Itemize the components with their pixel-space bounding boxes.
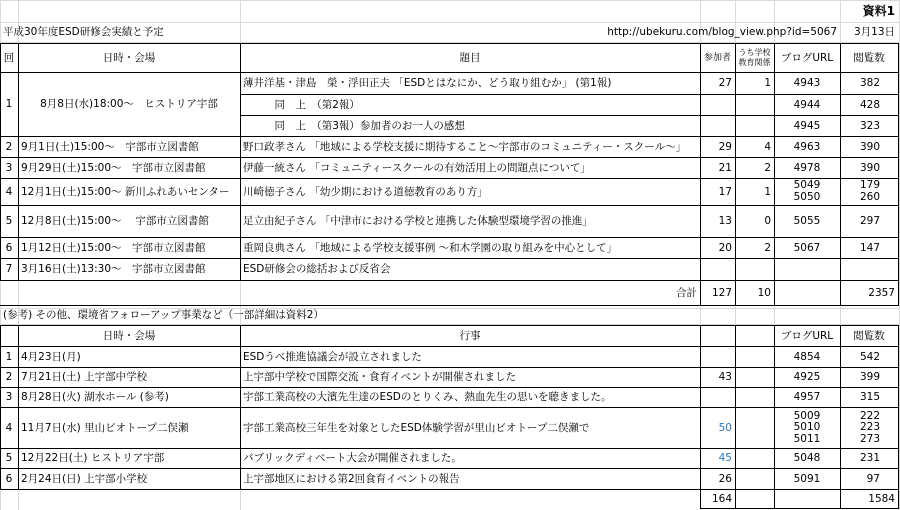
row4-date: 12月1日(土)15:00～ 新川ふれあいセンター xyxy=(21,185,230,198)
row2-date: 9月1日(土)15:00～ 宇部市立図書館 xyxy=(21,140,199,153)
row3-blog: 4978 xyxy=(793,161,821,174)
row6-date: 1月12日(土)15:00～ 宇部市立図書館 xyxy=(21,241,206,254)
row6-subject: 重岡良典さん 「地域による学校支援事例 ～和木学園の取り組みを中心として」 xyxy=(243,241,618,254)
row4-subject: 川崎徳子さん 「幼少期における道徳教育のあり方」 xyxy=(243,185,488,198)
header-no: 回 xyxy=(3,51,15,64)
total-label: 合計 xyxy=(676,286,697,299)
t2-row4-views-3: 273 xyxy=(859,432,880,445)
t2-row6-views: 97 xyxy=(866,472,880,485)
t2-row1-views: 542 xyxy=(859,350,880,363)
row2-views: 390 xyxy=(859,140,880,153)
t2-row3-no: 3 xyxy=(5,391,13,404)
row4-participants: 17 xyxy=(718,185,732,198)
t2-row2-blog: 4925 xyxy=(793,371,821,384)
row3-participants: 21 xyxy=(718,161,732,174)
t2-row2-views: 399 xyxy=(859,371,880,384)
row2-blog: 4963 xyxy=(793,140,821,153)
row4-no: 4 xyxy=(5,185,13,198)
row5-edu: 0 xyxy=(764,215,771,228)
row4-views xyxy=(840,179,898,205)
row1c-views: 323 xyxy=(859,119,880,132)
row1c-subject: 同 上 （第3報）参加者のお一人の感想 xyxy=(243,119,465,132)
t2-row1-blog: 4854 xyxy=(793,350,821,363)
row4-views-1: 179 xyxy=(859,179,880,192)
row7-subject: ESD研修会の総括および反省会 xyxy=(243,263,391,276)
row1-views: 382 xyxy=(859,77,880,90)
row7-date: 3月16日(土)13:30～ 宇部市立図書館 xyxy=(21,263,206,276)
t2-row4-blog xyxy=(774,408,840,448)
row2-no: 2 xyxy=(5,140,13,153)
header-date: 日時・会場 xyxy=(102,51,156,64)
header-edu-line2: 教育関係 xyxy=(738,58,771,67)
t2-row4-event: 宇部工業高校三年生を対象としたESD体験学習が里山ビオトープ二俣瀬で xyxy=(243,421,590,434)
t2-row4-views xyxy=(840,408,898,448)
total-edu: 10 xyxy=(757,286,771,299)
row1-no: 1 xyxy=(5,98,13,111)
total-views: 2357 xyxy=(868,286,895,299)
row1b-blog: 4944 xyxy=(793,98,821,111)
t2-row2-date: 7月21日(土) 上宇部中学校 xyxy=(21,371,148,384)
row3-views: 390 xyxy=(859,161,880,174)
row4-views-2: 260 xyxy=(859,191,880,203)
t2-row6-event: 上宇部地区における第2回食育イベントの報告 xyxy=(243,472,460,485)
t2-row4-blog-2: 5010 xyxy=(793,421,821,434)
row4-edu: 1 xyxy=(764,185,771,198)
t2-total-views: 1584 xyxy=(868,492,895,505)
row5-views: 297 xyxy=(859,215,880,228)
reference-title: (参考) その他、環境省フォローアップ事業など（一部詳細は資料2） xyxy=(3,308,324,321)
row2-participants: 29 xyxy=(718,140,732,153)
row3-subject: 伊藤一統さん 「コミュニティースクールの有効活用上の問題点について」 xyxy=(243,161,591,174)
t2-row1-event: ESDうべ推進協議会が設立されました xyxy=(243,350,422,363)
t2-header-event: 行事 xyxy=(459,329,481,342)
t2-row6-blog: 5091 xyxy=(793,472,821,485)
t2-row5-no: 5 xyxy=(5,452,13,465)
t2-row4-no: 4 xyxy=(5,421,13,434)
t2-row4-date: 11月7日(水) 里山ビオトープ二俣瀬 xyxy=(21,421,189,434)
t2-row4-blog-1: 5009 xyxy=(793,409,821,422)
row2-edu: 4 xyxy=(764,140,771,153)
row3-no: 3 xyxy=(5,161,13,174)
t2-header-views: 閲覧数 xyxy=(853,329,885,342)
row6-views: 147 xyxy=(859,241,880,254)
t2-row6-no: 6 xyxy=(5,472,13,485)
t2-row2-participants: 43 xyxy=(718,371,732,384)
t2-header-date: 日時・会場 xyxy=(102,329,156,342)
row5-participants: 13 xyxy=(718,215,732,228)
row6-edu: 2 xyxy=(764,241,771,254)
row1-subject: 薄井洋基・津島 榮・浮田正夫 「ESDとはなにか、どう取り組むか」 (第1報) xyxy=(243,77,612,90)
total-participants: 127 xyxy=(711,286,732,299)
t2-header-blog: ブログURL xyxy=(780,329,834,342)
header-subject: 題目 xyxy=(459,51,481,64)
report-date: 3月13日 xyxy=(853,25,895,38)
row5-date: 12月8日(土)15:00～ 宇部市立図書館 xyxy=(21,215,209,228)
row1b-subject: 同 上 （第2報） xyxy=(243,98,360,111)
row1b-views: 428 xyxy=(859,98,880,111)
t2-row6-date: 2月24日(日) 上宇部小学校 xyxy=(21,472,148,485)
row5-subject: 足立由紀子さん 「中津市における学校と連携した体験型環境学習の推進」 xyxy=(243,215,593,228)
header-participants: 参加者 xyxy=(703,52,731,63)
row4-blog xyxy=(774,179,840,205)
t2-row5-blog: 5048 xyxy=(793,452,821,465)
row3-edu: 2 xyxy=(764,161,771,174)
header-edu-line1: うち学校 xyxy=(738,48,771,58)
header-views: 閲覧数 xyxy=(853,51,885,64)
row6-participants: 20 xyxy=(718,241,732,254)
row5-no: 5 xyxy=(5,215,13,228)
page-title: 平成30年度ESD研修会実績と予定 xyxy=(3,25,164,38)
t2-row2-no: 2 xyxy=(5,371,13,384)
t2-row5-event: パブリックディベート大会が開催されました。 xyxy=(243,452,462,465)
t2-row4-blog-3: 5011 xyxy=(793,432,821,445)
row5-blog: 5055 xyxy=(793,215,821,228)
t2-row3-event: 宇部工業高校の大濱先生達のESDのとりくみ、熱血先生の思いを聴きました。 xyxy=(243,391,612,404)
row6-no: 6 xyxy=(5,241,13,254)
t2-row6-participants: 26 xyxy=(718,472,732,485)
row3-date: 9月29日(土)15:00～ 宇部市立図書館 xyxy=(21,161,206,174)
t2-row3-views: 315 xyxy=(859,391,880,404)
t2-row3-blog: 4957 xyxy=(793,391,821,404)
t2-total-participants: 164 xyxy=(711,492,732,505)
t2-row1-date: 4月23日(月) xyxy=(21,350,81,363)
t2-row5-participants: 45 xyxy=(718,452,732,465)
row4-blog-2: 5050 xyxy=(793,191,821,203)
t2-row2-event: 上宇部中学校で国際交流・食育イベントが開催されました xyxy=(243,371,516,384)
row1c-blog: 4945 xyxy=(793,119,821,132)
row1-date: 8月8日(水)18:00～ ヒストリア宇部 xyxy=(40,98,218,111)
header-edu xyxy=(735,44,774,72)
row1-blog: 4943 xyxy=(793,77,821,90)
t2-row4-views-1: 222 xyxy=(859,409,880,422)
row6-blog: 5067 xyxy=(793,241,821,254)
t2-row5-views: 231 xyxy=(859,452,880,465)
t2-row5-date: 12月22日(土) ヒストリア宇部 xyxy=(21,452,165,465)
row1-edu: 1 xyxy=(764,77,771,90)
blog-url[interactable]: http://ubekuru.com/blog_view.php?id=5067 xyxy=(607,25,837,38)
t2-row3-date: 8月28日(火) 湖水ホール (参考) xyxy=(21,391,169,404)
row1-participants: 27 xyxy=(718,77,732,90)
doc-label: 資料1 xyxy=(862,3,895,18)
t2-row4-views-2: 223 xyxy=(859,421,880,434)
header-blog: ブログURL xyxy=(780,51,834,64)
row7-no: 7 xyxy=(5,263,13,276)
t2-row4-participants: 50 xyxy=(718,421,732,434)
row2-subject: 野口政孝さん 「地域による学校支援に期待すること～宇部市のコミュニティー・スクール～」 xyxy=(243,140,687,153)
t2-row1-no: 1 xyxy=(5,350,13,363)
row4-blog-1: 5049 xyxy=(793,179,821,192)
